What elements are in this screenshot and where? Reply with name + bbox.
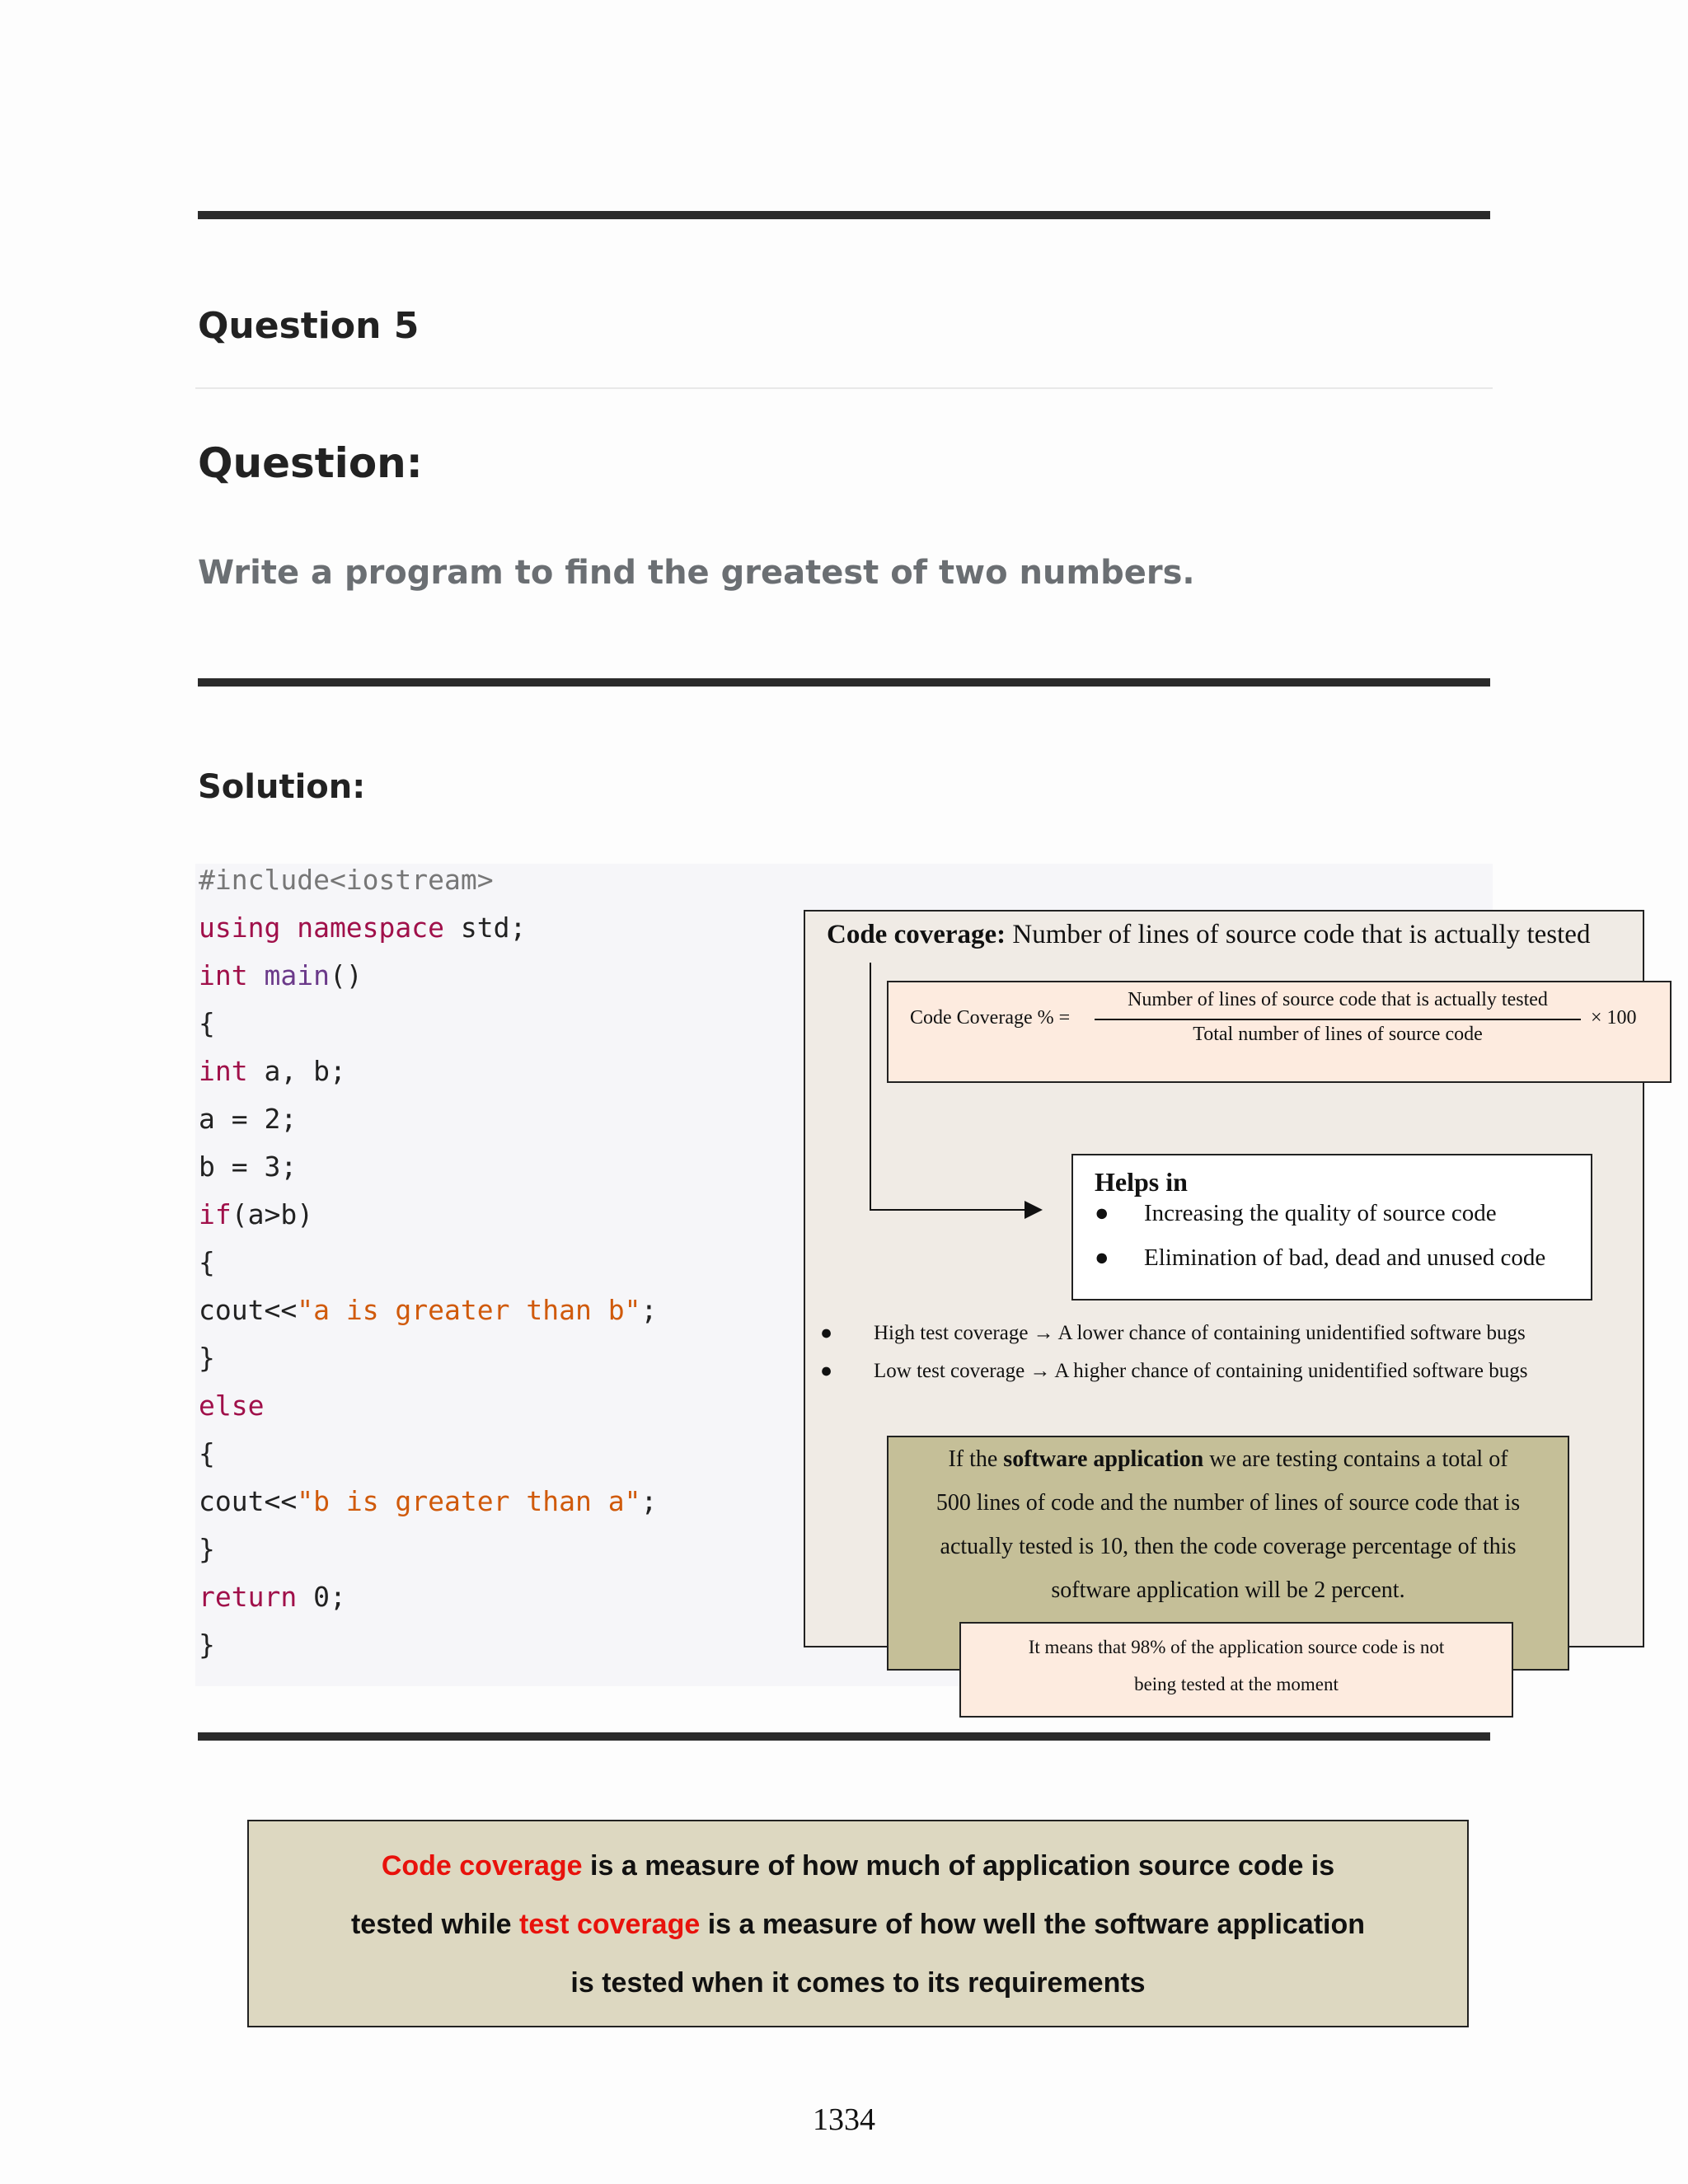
means-line: It means that 98% of the application source code is not <box>1028 1637 1445 1657</box>
code-line <box>199 1198 313 1230</box>
callout-line <box>249 1837 1467 1896</box>
code-text: 0; <box>297 1581 346 1613</box>
callout-highlight: Code coverage <box>381 1850 583 1882</box>
example-line: actually tested is 10, then the code coverage percentage of this <box>940 1534 1517 1559</box>
coverage-point-text: High test coverage → A lower chance of containing unidentified software bugs <box>874 1322 1526 1344</box>
list-item-text: Increasing the quality of source code <box>1144 1200 1497 1226</box>
code-text: cout<< <box>199 1294 298 1326</box>
code-string: "a is greater than b" <box>297 1294 641 1326</box>
example-line: 500 lines of code and the number of lines of source code that is <box>935 1490 1521 1516</box>
callout-text: tested while <box>350 1909 520 1940</box>
means-line: being tested at the moment <box>1134 1674 1339 1694</box>
list-item <box>1095 1244 1545 1272</box>
code-keyword: int <box>199 1055 248 1087</box>
code-line <box>199 1390 264 1422</box>
code-text: { <box>199 1007 215 1039</box>
formula-numerator: Number of lines of source code that is actually tested <box>1128 989 1548 1010</box>
code-text: { <box>199 1437 215 1469</box>
code-line <box>199 912 526 944</box>
coverage-point <box>820 1322 1526 1345</box>
code-function: main <box>264 959 330 991</box>
means-box <box>959 1622 1513 1718</box>
panel-heading <box>827 920 1590 950</box>
callout-line <box>249 1896 1467 1954</box>
connector-line <box>870 1209 1034 1211</box>
example-line: software application will be 2 percent. <box>1051 1577 1405 1603</box>
code-keyword: return <box>199 1581 298 1613</box>
bullet-icon: ● <box>1095 1244 1109 1271</box>
code-line <box>199 1055 346 1087</box>
code-line <box>199 1533 215 1565</box>
code-keyword: int <box>199 959 248 991</box>
code-text: a, b; <box>247 1055 346 1087</box>
example-bold: software application <box>1003 1446 1204 1472</box>
code-text: () <box>329 959 363 991</box>
callout-line: is tested when it comes to its requirements <box>570 1967 1146 1999</box>
code-text: } <box>199 1342 215 1374</box>
list-item-text: Elimination of bad, dead and unused code <box>1144 1244 1546 1271</box>
formula-box <box>887 981 1672 1083</box>
connector-line <box>870 963 871 1210</box>
bullet-icon: ● <box>1095 1200 1109 1226</box>
callout-text: is a measure of how well the software application <box>700 1909 1366 1940</box>
panel-heading-term: Code coverage: <box>827 920 1006 949</box>
code-line <box>199 864 494 896</box>
code-line <box>199 1151 297 1183</box>
arrow-right-icon <box>1025 1201 1043 1219</box>
divider <box>195 387 1493 389</box>
panel-heading-definition: Number of lines of source code that is actually tested <box>1006 920 1591 949</box>
bullet-icon: ● <box>820 1322 833 1344</box>
helps-title: Helps in <box>1095 1167 1188 1197</box>
code-line <box>199 1342 215 1374</box>
code-string: "b is greater than a" <box>297 1485 641 1517</box>
example-line <box>889 1437 1568 1481</box>
bottom-rule <box>198 1732 1490 1741</box>
question-number: Question 5 <box>198 305 420 347</box>
code-text: { <box>199 1246 215 1278</box>
helps-in-box <box>1071 1154 1592 1301</box>
coverage-point-text: Low test coverage → A higher chance of containing unidentified software bugs <box>874 1360 1528 1382</box>
code-line <box>199 1294 657 1326</box>
code-line <box>199 959 363 991</box>
code-text: b = 3; <box>199 1151 298 1183</box>
formula-lhs: Code Coverage % = <box>910 1007 1071 1029</box>
code-line <box>199 1581 346 1613</box>
code-line <box>199 1629 215 1661</box>
code-keyword: else <box>199 1390 265 1422</box>
formula-rhs: × 100 <box>1591 1007 1637 1029</box>
code-text: std; <box>444 912 527 944</box>
code-text: #include<iostream> <box>199 864 494 896</box>
summary-callout <box>247 1820 1469 2027</box>
code-line <box>199 1437 215 1469</box>
top-rule <box>198 211 1490 219</box>
code-text: (a>b) <box>231 1198 314 1230</box>
coverage-point <box>820 1360 1528 1383</box>
list-item <box>1095 1200 1497 1227</box>
code-line <box>199 1103 297 1135</box>
code-text: ; <box>640 1294 658 1326</box>
question-text: Write a program to find the greatest of two numbers. <box>198 554 1195 592</box>
code-line <box>199 1485 657 1517</box>
code-text: } <box>199 1533 215 1565</box>
page-number: 1334 <box>813 2102 875 2137</box>
code-keyword: if <box>199 1198 232 1230</box>
callout-text: is a measure of how much of application source code is <box>582 1850 1335 1882</box>
callout-highlight: test coverage <box>519 1909 701 1940</box>
solution-heading: Solution: <box>198 768 366 806</box>
code-line <box>199 1007 215 1039</box>
example-text: If the <box>948 1446 1004 1472</box>
question-heading: Question: <box>198 439 423 487</box>
middle-rule <box>198 678 1490 687</box>
code-text: cout<< <box>199 1485 298 1517</box>
code-keyword: using namespace <box>199 912 445 944</box>
code-text: a = 2; <box>199 1103 298 1135</box>
fraction-bar <box>1095 1019 1581 1020</box>
code-text: } <box>199 1629 215 1661</box>
code-line <box>199 1246 215 1278</box>
example-text: we are testing contains a total of <box>1203 1446 1508 1472</box>
code-text: ; <box>640 1485 658 1517</box>
formula-denominator: Total number of lines of source code <box>1193 1024 1483 1045</box>
bullet-icon: ● <box>820 1360 833 1382</box>
